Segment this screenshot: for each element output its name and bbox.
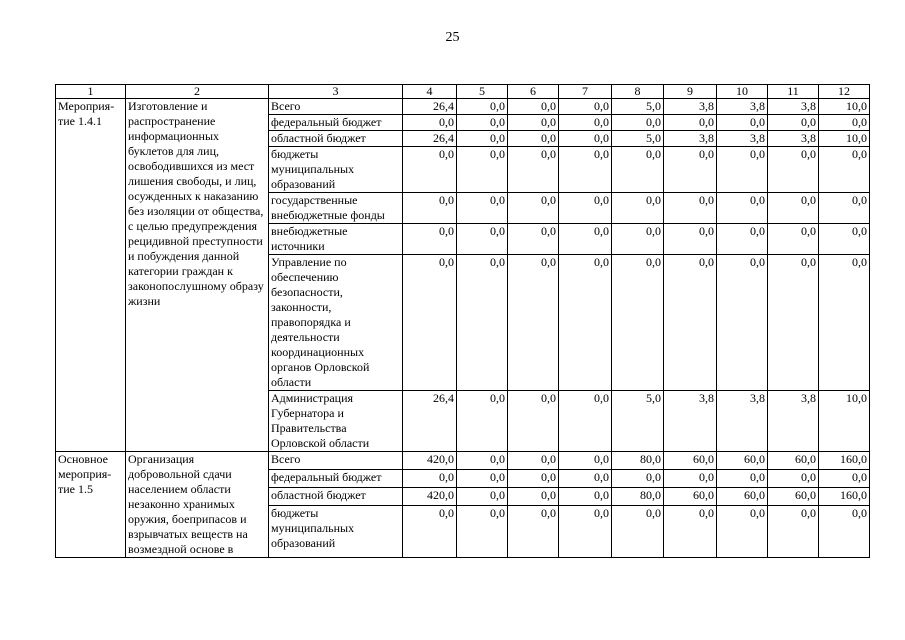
amount-cell: 0,0 [717,115,768,131]
amount-cell: 3,8 [768,131,819,147]
amount-cell: 0,0 [819,147,870,193]
header-cell: 4 [403,85,457,99]
amount-cell: 60,0 [664,488,717,506]
amount-cell: 0,0 [403,506,457,558]
amount-cell: 0,0 [612,255,664,391]
amount-cell: 0,0 [508,488,559,506]
amount-cell: 0,0 [508,470,559,488]
amount-cell: 0,0 [457,255,508,391]
header-cell: 10 [717,85,768,99]
amount-cell: 0,0 [559,452,612,470]
amount-cell: 0,0 [508,99,559,115]
amount-cell: 0,0 [717,255,768,391]
amount-cell: 0,0 [559,470,612,488]
amount-cell: 0,0 [559,99,612,115]
amount-cell: 0,0 [457,224,508,255]
amount-cell: 0,0 [768,193,819,224]
amount-cell: 0,0 [403,147,457,193]
measure-code: Мероприя- тие 1.4.1 [56,99,126,452]
header-cell: 5 [457,85,508,99]
amount-cell: 0,0 [664,115,717,131]
amount-cell: 0,0 [559,147,612,193]
amount-cell: 0,0 [403,193,457,224]
measure-title: Организация добровольной сдачи населением области незаконно хранимых оружия, боеприпасов и взрывчатых веществ на возмездной основе в [126,452,269,558]
amount-cell: 0,0 [559,488,612,506]
amount-cell: 60,0 [768,488,819,506]
budget-table [55,84,870,558]
amount-cell: 0,0 [768,255,819,391]
header-cell: 11 [768,85,819,99]
amount-cell: 0,0 [819,470,870,488]
funding-source: Администрация Губернатора и Правительства Орловской области [269,391,403,452]
amount-cell: 26,4 [403,131,457,147]
amount-cell: 0,0 [508,147,559,193]
amount-cell: 0,0 [508,255,559,391]
page-number: 25 [445,30,460,45]
amount-cell: 10,0 [819,99,870,115]
amount-cell: 0,0 [457,452,508,470]
funding-source: областной бюджет [269,131,403,147]
amount-cell: 0,0 [717,193,768,224]
amount-cell: 0,0 [457,506,508,558]
header-cell: 9 [664,85,717,99]
header-cell: 7 [559,85,612,99]
amount-cell: 3,8 [717,391,768,452]
header-cell: 1 [56,85,126,99]
amount-cell: 0,0 [559,506,612,558]
funding-source: Всего [269,452,403,470]
amount-cell: 0,0 [508,224,559,255]
amount-cell: 0,0 [819,224,870,255]
amount-cell: 0,0 [664,193,717,224]
amount-cell: 5,0 [612,131,664,147]
table-row [56,99,870,115]
amount-cell: 0,0 [819,506,870,558]
amount-cell: 0,0 [457,147,508,193]
header-cell: 8 [612,85,664,99]
amount-cell: 10,0 [819,391,870,452]
amount-cell: 0,0 [508,193,559,224]
amount-cell: 3,8 [768,391,819,452]
amount-cell: 0,0 [612,147,664,193]
amount-cell: 0,0 [768,470,819,488]
header-cell: 6 [508,85,559,99]
amount-cell: 0,0 [457,470,508,488]
measure-code: Основное мероприя- тие 1.5 [56,452,126,558]
table-row [56,452,870,470]
amount-cell: 0,0 [612,193,664,224]
amount-cell: 0,0 [457,131,508,147]
amount-cell: 3,8 [664,99,717,115]
amount-cell: 60,0 [664,452,717,470]
amount-cell: 0,0 [403,115,457,131]
amount-cell: 26,4 [403,99,457,115]
funding-source: областной бюджет [269,488,403,506]
amount-cell: 160,0 [819,452,870,470]
amount-cell: 0,0 [717,470,768,488]
amount-cell: 0,0 [457,488,508,506]
amount-cell: 0,0 [559,115,612,131]
funding-source: федеральный бюджет [269,115,403,131]
amount-cell: 0,0 [559,193,612,224]
measure-title: Изготовление и распространение информационных буклетов для лиц, освободившихся из мест лишения свободы, и лиц, осужденных к наказанию без изоляции от общества, с целью предупреждения рецидивной преступности и побуждения данной категории граждан к законопослушному образу жизни [126,99,269,452]
amount-cell: 0,0 [768,224,819,255]
amount-cell: 0,0 [664,147,717,193]
funding-source: государственные внебюджетные фонды [269,193,403,224]
amount-cell: 0,0 [664,470,717,488]
amount-cell: 5,0 [612,391,664,452]
amount-cell: 0,0 [717,147,768,193]
funding-source: федеральный бюджет [269,470,403,488]
amount-cell: 0,0 [819,255,870,391]
amount-cell: 26,4 [403,391,457,452]
amount-cell: 0,0 [508,131,559,147]
amount-cell: 0,0 [508,452,559,470]
amount-cell: 0,0 [612,506,664,558]
amount-cell: 60,0 [717,488,768,506]
header-cell: 3 [269,85,403,99]
funding-source: бюджеты муниципальных образований [269,506,403,558]
amount-cell: 0,0 [559,224,612,255]
amount-cell: 3,8 [664,391,717,452]
amount-cell: 0,0 [403,470,457,488]
header-row [56,85,870,99]
amount-cell: 0,0 [457,193,508,224]
amount-cell: 0,0 [559,391,612,452]
amount-cell: 0,0 [664,224,717,255]
funding-source: Управление по обеспечению безопасности, законности, правопорядка и деятельности координационных органов Орловской области [269,255,403,391]
amount-cell: 0,0 [508,506,559,558]
amount-cell: 0,0 [612,470,664,488]
amount-cell: 80,0 [612,488,664,506]
amount-cell: 3,8 [717,99,768,115]
amount-cell: 0,0 [612,224,664,255]
amount-cell: 0,0 [819,193,870,224]
table-body [56,99,870,558]
amount-cell: 80,0 [612,452,664,470]
amount-cell: 0,0 [612,115,664,131]
amount-cell: 0,0 [403,255,457,391]
amount-cell: 3,8 [717,131,768,147]
funding-source: внебюджетные источники [269,224,403,255]
amount-cell: 0,0 [508,115,559,131]
amount-cell: 0,0 [664,506,717,558]
amount-cell: 60,0 [717,452,768,470]
amount-cell: 60,0 [768,452,819,470]
amount-cell: 0,0 [768,147,819,193]
amount-cell: 0,0 [457,391,508,452]
funding-source: Всего [269,99,403,115]
amount-cell: 420,0 [403,452,457,470]
amount-cell: 0,0 [819,115,870,131]
funding-source: бюджеты муниципальных образований [269,147,403,193]
amount-cell: 0,0 [559,255,612,391]
amount-cell: 0,0 [403,224,457,255]
amount-cell: 5,0 [612,99,664,115]
header-cell: 12 [819,85,870,99]
amount-cell: 0,0 [457,115,508,131]
amount-cell: 0,0 [717,506,768,558]
header-cell: 2 [126,85,269,99]
amount-cell: 3,8 [664,131,717,147]
amount-cell: 0,0 [768,506,819,558]
amount-cell: 0,0 [508,391,559,452]
amount-cell: 0,0 [768,115,819,131]
amount-cell: 0,0 [717,224,768,255]
amount-cell: 10,0 [819,131,870,147]
amount-cell: 0,0 [664,255,717,391]
amount-cell: 0,0 [559,131,612,147]
amount-cell: 3,8 [768,99,819,115]
amount-cell: 0,0 [457,99,508,115]
amount-cell: 160,0 [819,488,870,506]
amount-cell: 420,0 [403,488,457,506]
